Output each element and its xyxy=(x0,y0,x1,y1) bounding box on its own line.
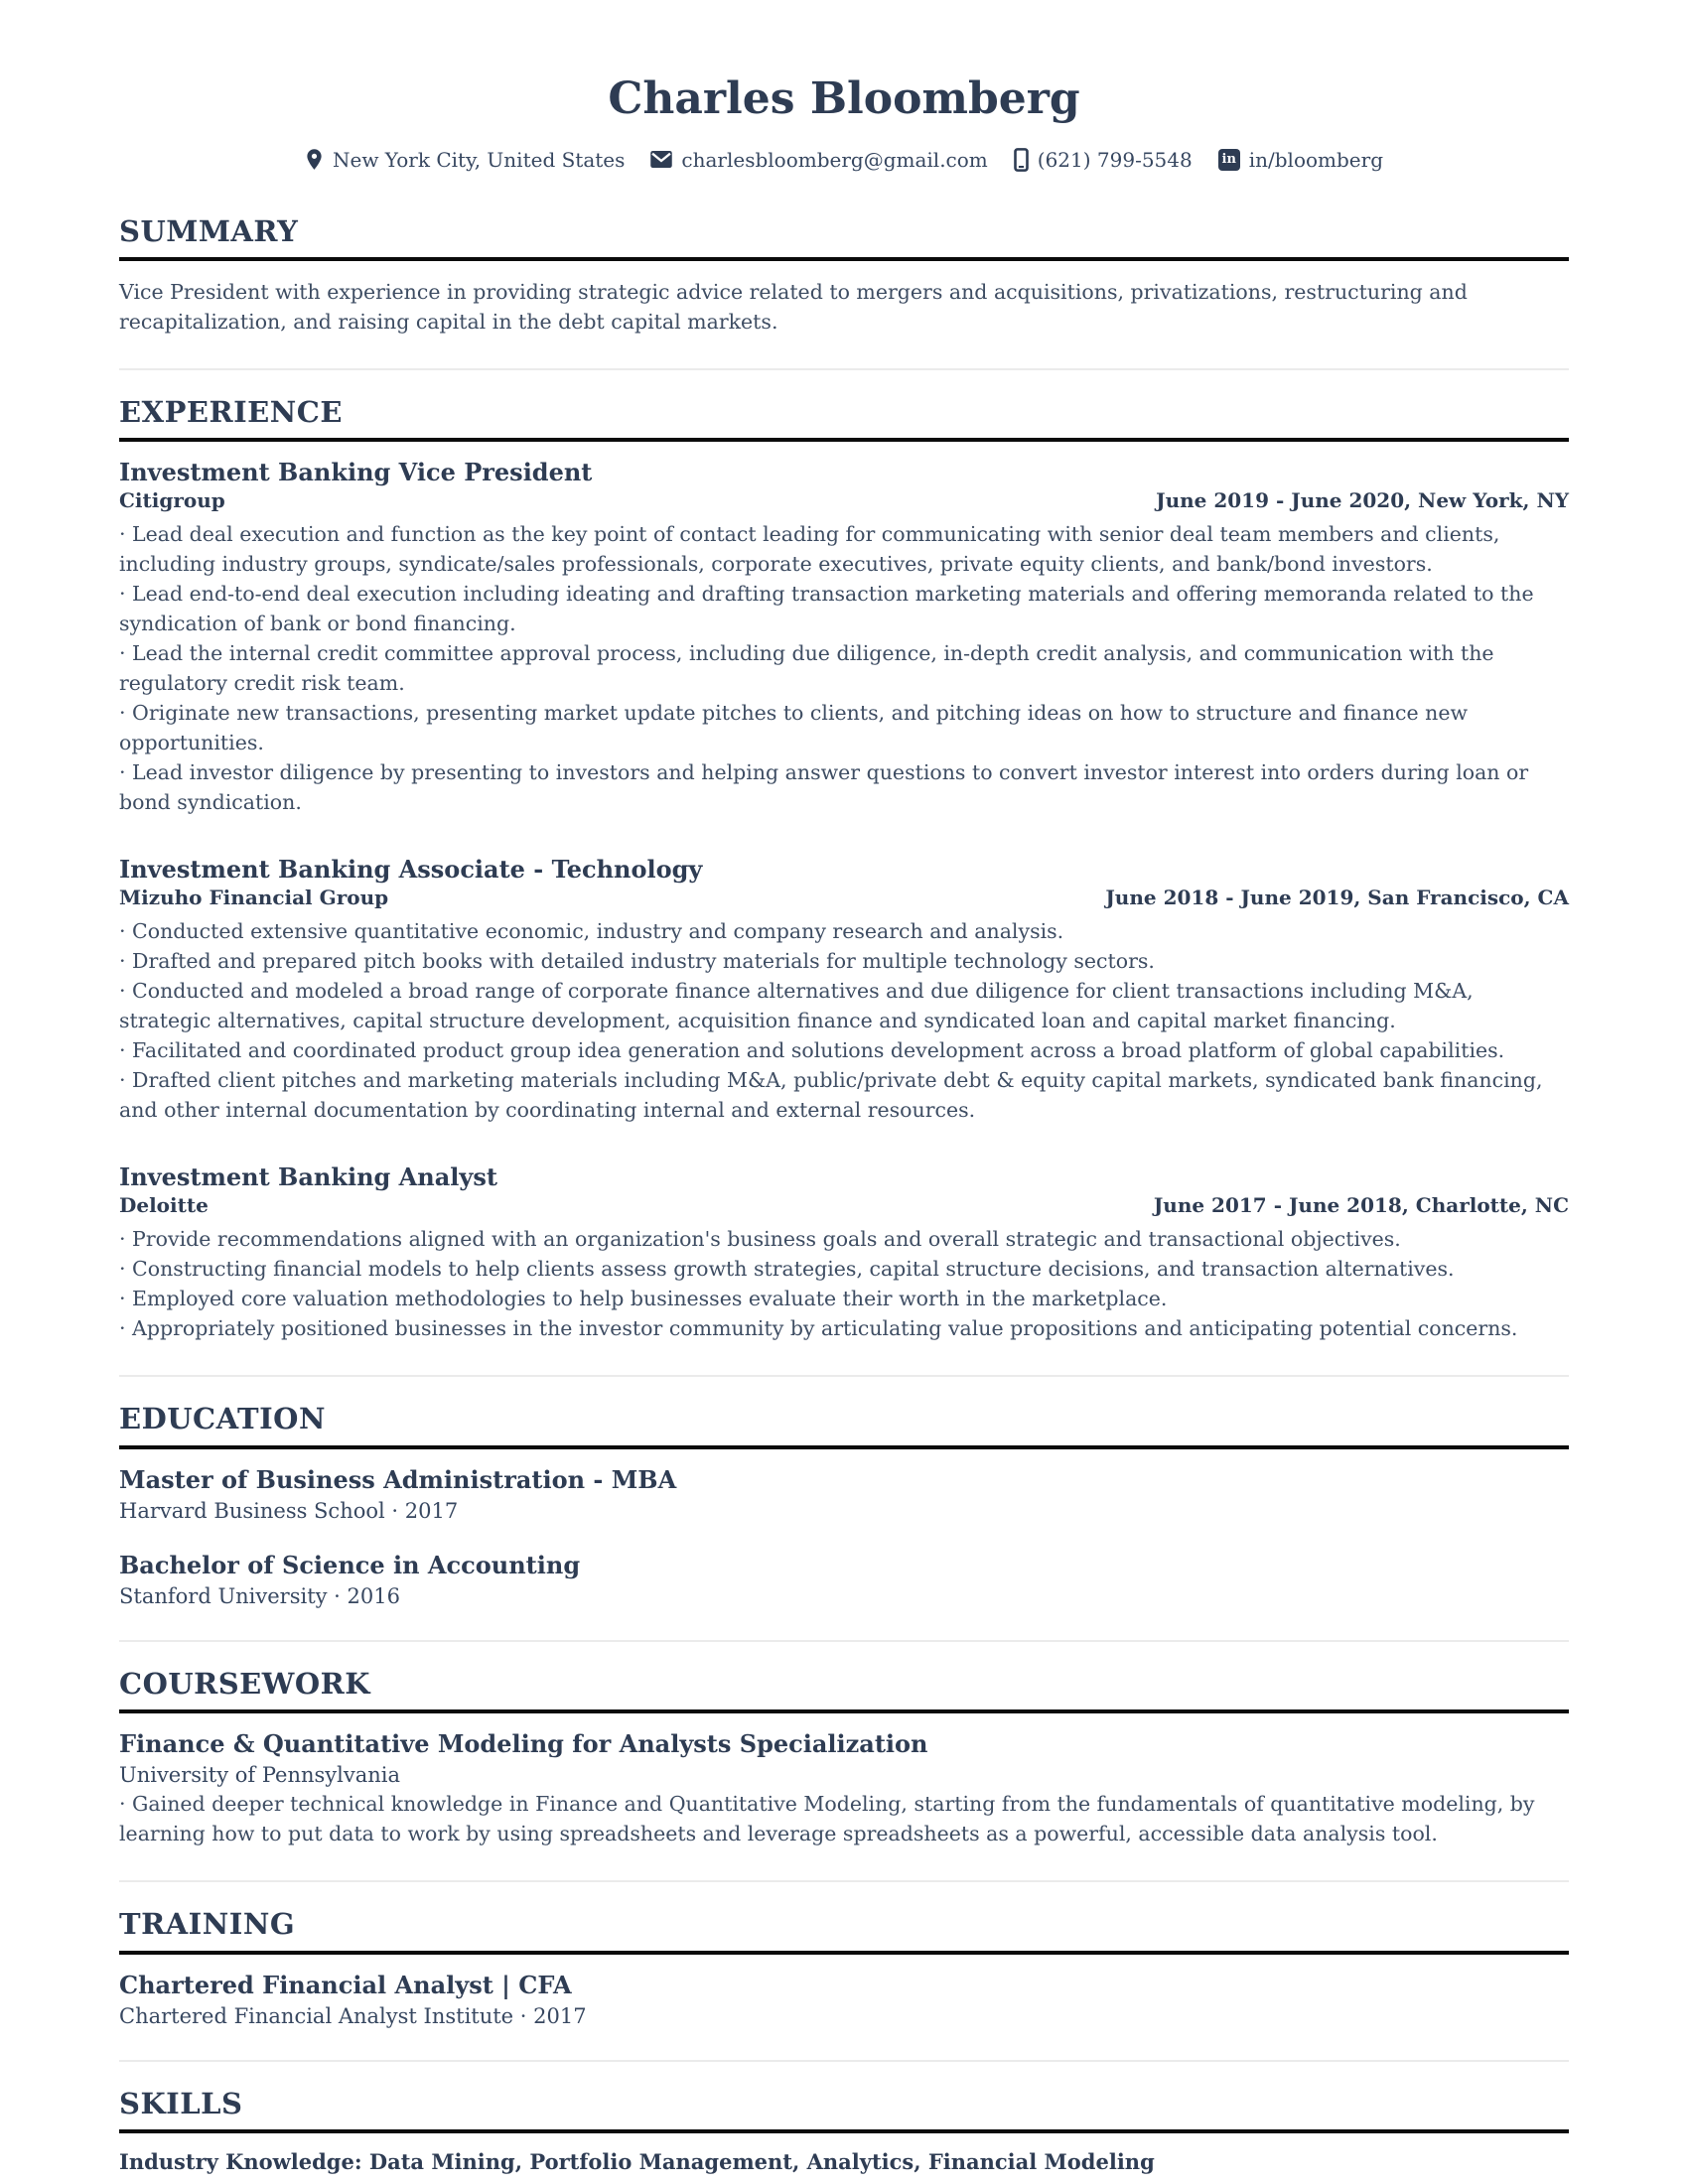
course-bullets xyxy=(119,1789,1569,1848)
job-entry xyxy=(119,855,1569,1125)
email-icon xyxy=(650,151,672,168)
job-bullet: · Lead end-to-end deal execution including ideating and drafting transaction marketing materials and offering memoranda related to the syndication of bank or bond financing. xyxy=(119,579,1569,638)
section-divider xyxy=(119,1880,1569,1882)
job-bullet: · Appropriately positioned businesses in the investor community by articulating value propositions and anticipating potential concerns. xyxy=(119,1313,1569,1343)
contact-phone xyxy=(1014,148,1193,172)
job-company: Mizuho Financial Group xyxy=(119,886,389,910)
section-coursework xyxy=(119,1668,1569,1848)
course-school: University of Pennsylvania xyxy=(119,1763,400,1788)
contact-location xyxy=(305,148,625,172)
section-divider xyxy=(119,1375,1569,1377)
contact-location-text: New York City, United States xyxy=(332,147,626,172)
education-entry xyxy=(119,1465,1569,1523)
section-training xyxy=(119,1908,1569,2027)
job-bullet: · Employed core valuation methodologies to help businesses evaluate their worth in the marketplace. xyxy=(119,1284,1569,1313)
contact-linkedin-text: in/bloomberg xyxy=(1248,147,1383,172)
person-name: Charles Bloomberg xyxy=(608,73,1080,124)
skills-text: Industry Knowledge: Data Mining, Portfolio Management, Analytics, Financial Modeling xyxy=(119,2148,1155,2174)
training-entry xyxy=(119,1971,1569,2028)
job-bullet: · Drafted and prepared pitch books with detailed industry materials for multiple technology sectors. xyxy=(119,946,1569,976)
section-skills xyxy=(119,2088,1569,2174)
job-bullet: · Lead the internal credit committee approval process, including due diligence, in-depth credit analysis, and communication with the regulatory credit risk team. xyxy=(119,638,1569,698)
contact-email xyxy=(650,148,987,172)
coursework-heading: COURSEWORK xyxy=(119,1668,1569,1713)
section-education xyxy=(119,1403,1569,1607)
job-bullet: · Conducted and modeled a broad range of corporate finance alternatives and due diligence for client transactions including M&A, strategic alternatives, capital structure development, acquisition finance and syndicated loan and capital market financing. xyxy=(119,976,1569,1035)
job-bullet: · Drafted client pitches and marketing materials including M&A, public/private debt & equity capital markets, syndicated bank financing, and other internal documentation by coordinating internal and external resources. xyxy=(119,1065,1569,1125)
section-divider xyxy=(119,2060,1569,2062)
job-subheader xyxy=(119,488,1569,512)
job-title: Investment Banking Analyst xyxy=(119,1162,497,1192)
section-divider xyxy=(119,1640,1569,1642)
education-heading: EDUCATION xyxy=(119,1403,1569,1448)
degree-school-year: Harvard Business School · 2017 xyxy=(119,1498,459,1523)
job-bullet: · Lead investor diligence by presenting to investors and helping answer questions to convert investor interest into orders during loan or bond syndication. xyxy=(119,757,1569,817)
job-subheader xyxy=(119,886,1569,909)
experience-heading: EXPERIENCE xyxy=(119,396,1569,442)
section-experience xyxy=(119,396,1569,1343)
linkedin-icon: in xyxy=(1218,149,1240,171)
coursework-entry xyxy=(119,1729,1569,1848)
job-bullet: · Provide recommendations aligned with an organization's business goals and overall strategic and transactional objectives. xyxy=(119,1224,1569,1254)
job-company: Deloitte xyxy=(119,1193,209,1218)
training-institute-year: Chartered Financial Analyst Institute · 2017 xyxy=(119,2003,587,2028)
job-bullet: · Originate new transactions, presenting market update pitches to clients, and pitching ideas on how to structure and finance new opportunities. xyxy=(119,698,1569,757)
job-bullet: · Lead deal execution and function as the key point of contact leading for communicating with senior deal team members and clients, including industry groups, syndicate/sales professionals, corporate executives, private equity clients, and bank/bond investors. xyxy=(119,519,1569,579)
job-bullets xyxy=(119,1224,1569,1343)
course-title: Finance & Quantitative Modeling for Analysts Specialization xyxy=(119,1729,928,1759)
job-title: Investment Banking Associate - Technology xyxy=(119,855,703,885)
job-bullets xyxy=(119,519,1569,817)
job-entry xyxy=(119,1162,1569,1343)
skills-heading: SKILLS xyxy=(119,2088,1569,2133)
section-divider xyxy=(119,368,1569,370)
contact-email-text: charlesbloomberg@gmail.com xyxy=(681,147,988,172)
job-bullet: · Facilitated and coordinated product group idea generation and solutions development across a broad platform of global capabilities. xyxy=(119,1035,1569,1065)
section-summary xyxy=(119,215,1569,337)
phone-icon xyxy=(1014,148,1029,172)
summary-heading: SUMMARY xyxy=(119,215,1569,261)
training-heading: TRAINING xyxy=(119,1908,1569,1954)
training-title: Chartered Financial Analyst | CFA xyxy=(119,1970,572,1999)
job-dates-location: June 2017 - June 2018, Charlotte, NC xyxy=(1153,1193,1569,1218)
job-dates-location: June 2018 - June 2019, San Francisco, CA xyxy=(1105,886,1569,910)
job-bullet: · Conducted extensive quantitative economic, industry and company research and analysis. xyxy=(119,916,1569,946)
job-bullets xyxy=(119,916,1569,1125)
job-dates-location: June 2019 - June 2020, New York, NY xyxy=(1156,488,1569,513)
location-pin-icon xyxy=(305,148,324,171)
course-bullet: · Gained deeper technical knowledge in Finance and Quantitative Modeling, starting from the fundamentals of quantitative modeling, by learning how to put data to work by using spreadsheets and leverage spreadsheets as a powerful, accessible data analysis tool. xyxy=(119,1789,1569,1848)
job-subheader xyxy=(119,1193,1569,1217)
job-company: Citigroup xyxy=(119,488,225,513)
job-entry xyxy=(119,458,1569,817)
degree-title: Bachelor of Science in Accounting xyxy=(119,1550,581,1579)
job-bullet: · Constructing financial models to help clients assess growth strategies, capital structure decisions, and transaction alternatives. xyxy=(119,1254,1569,1284)
contact-linkedin xyxy=(1218,148,1383,172)
education-entry xyxy=(119,1551,1569,1608)
contact-phone-text: (621) 799-5548 xyxy=(1037,147,1193,172)
degree-title: Master of Business Administration - MBA xyxy=(119,1464,677,1494)
summary-text: Vice President with experience in providing strategic advice related to mergers and acquisitions, privatizations, restructuring and recapitalization, and raising capital in the debt capital markets. xyxy=(119,280,1468,335)
job-title: Investment Banking Vice President xyxy=(119,458,593,487)
contact-row xyxy=(119,148,1569,172)
degree-school-year: Stanford University · 2016 xyxy=(119,1583,400,1608)
